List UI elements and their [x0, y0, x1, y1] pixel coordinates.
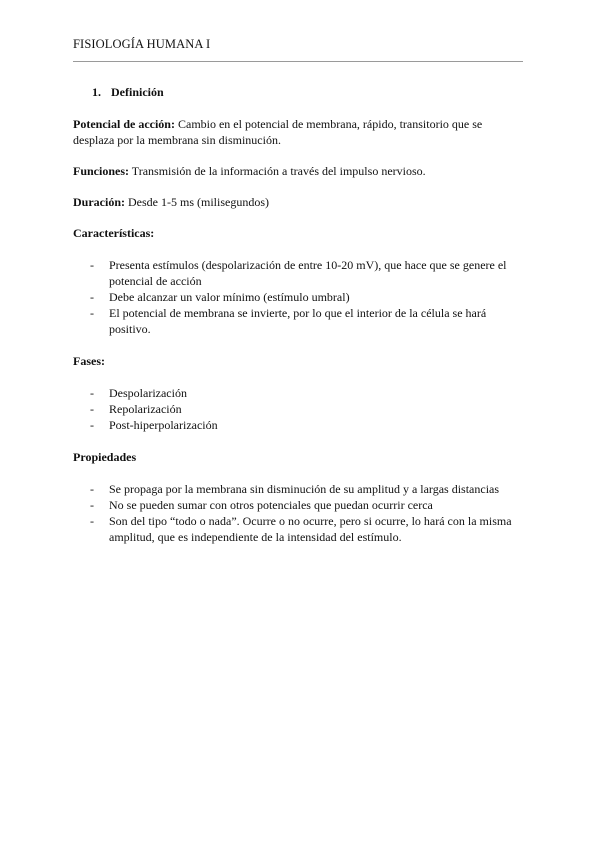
duration-paragraph — [73, 194, 525, 210]
definition-paragraph — [73, 116, 525, 148]
properties-heading: Propiedades — [73, 450, 137, 464]
list-item: - Presenta estímulos (despolarización de entre 10-20 mV), que hace que se genere el potencial de acción — [73, 257, 525, 289]
list-item: - Se propaga por la membrana sin disminución de su amplitud y a largas distancias — [73, 481, 525, 497]
properties-list — [73, 481, 525, 545]
section-title: Definición — [111, 85, 164, 99]
list-item: - El potencial de membrana se invierte, por lo que el interior de la célula se hará positivo. — [73, 305, 525, 337]
characteristics-list — [73, 257, 525, 337]
page-header-title: FISIOLOGÍA HUMANA I — [73, 37, 211, 51]
functions-term: Funciones: — [73, 164, 130, 178]
section-number: 1. — [92, 85, 101, 99]
functions-paragraph — [73, 163, 525, 179]
section-heading — [92, 84, 525, 100]
duration-text: Desde 1-5 ms (milisegundos) — [125, 195, 269, 209]
functions-text: Transmisión de la información a través del impulso nervioso. — [129, 164, 426, 178]
list-item: - Son del tipo “todo o nada”. Ocurre o no ocurre, pero si ocurre, lo hará con la misma amplitud, que es independiente de la intensidad del estímulo. — [73, 513, 525, 545]
header-divider — [73, 61, 523, 62]
list-item: - Despolarización — [73, 385, 525, 401]
document-body — [73, 84, 525, 561]
list-item: - Post-hiperpolarización — [73, 417, 525, 433]
duration-term: Duración: — [73, 195, 125, 209]
phases-list — [73, 385, 525, 433]
definition-text: Cambio en el potencial de membrana, rápido, transitorio que se desplaza por la membrana sin disminución. — [73, 117, 483, 147]
list-item: - Repolarización — [73, 401, 525, 417]
definition-term: Potencial de acción: — [73, 117, 175, 131]
list-item: - No se pueden sumar con otros potenciales que puedan ocurrir cerca — [73, 497, 525, 513]
list-item: - Debe alcanzar un valor mínimo (estímulo umbral) — [73, 289, 525, 305]
characteristics-heading: Características: — [73, 226, 155, 240]
phases-heading: Fases: — [73, 354, 105, 368]
